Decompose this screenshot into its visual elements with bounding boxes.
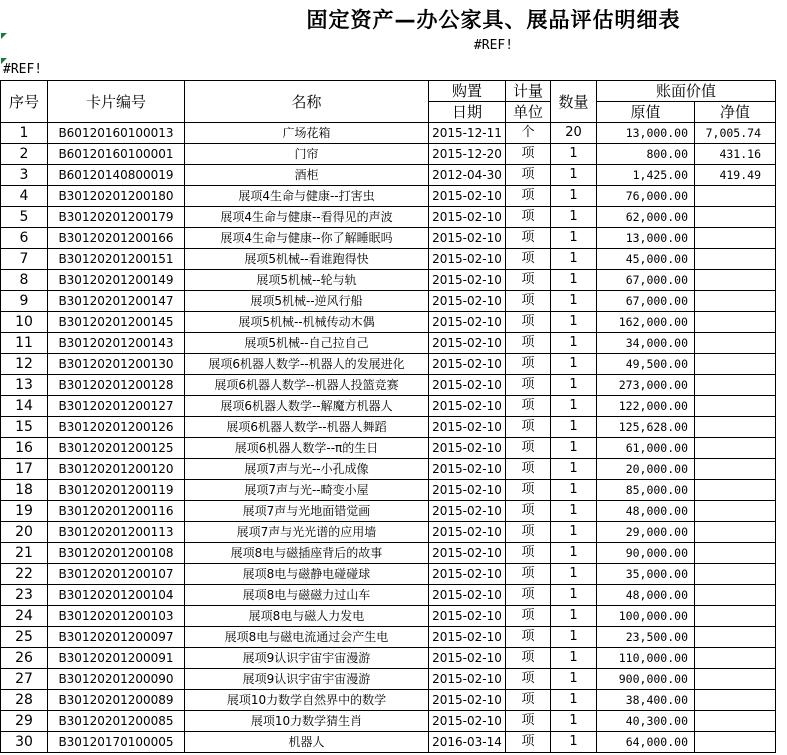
table-row (1, 711, 776, 732)
unit-cell[interactable]: 项 (506, 480, 551, 501)
net-value-cell[interactable]: 419.49 (695, 165, 776, 186)
asset-name-cell[interactable]: 展项9认识宇宙宇宙漫游 (185, 669, 429, 690)
row-seq-cell[interactable]: 21 (1, 543, 48, 564)
row-seq-cell[interactable]: 25 (1, 627, 48, 648)
unit-cell[interactable]: 项 (506, 690, 551, 711)
row-seq-cell[interactable]: 28 (1, 690, 48, 711)
original-value-cell[interactable]: 273,000.00 (597, 375, 695, 396)
purchase-date-cell[interactable]: 2015-02-10 (429, 606, 506, 627)
card-number-cell[interactable]: B30120201200127 (48, 396, 185, 417)
row-seq-cell[interactable]: 18 (1, 480, 48, 501)
table-row (1, 459, 776, 480)
table-row (1, 606, 776, 627)
quantity-cell[interactable]: 1 (551, 501, 597, 522)
header-card-number[interactable]: 卡片编号 (48, 81, 185, 123)
unit-cell[interactable]: 项 (506, 606, 551, 627)
table-row (1, 690, 776, 711)
purchase-date-cell[interactable]: 2015-02-10 (429, 480, 506, 501)
net-value-cell[interactable] (695, 543, 776, 564)
table-body (1, 123, 776, 753)
original-value-cell[interactable]: 13,000.00 (597, 123, 695, 144)
table-row (1, 270, 776, 291)
original-value-cell[interactable]: 110,000.00 (597, 648, 695, 669)
unit-cell[interactable]: 项 (506, 396, 551, 417)
card-number-cell[interactable]: B30120201200128 (48, 375, 185, 396)
unit-cell[interactable]: 项 (506, 207, 551, 228)
asset-name-cell[interactable]: 展项6机器人数学--机器人的发展进化 (185, 354, 429, 375)
row-seq-cell[interactable]: 14 (1, 396, 48, 417)
original-value-cell[interactable]: 20,000.00 (597, 459, 695, 480)
header-name[interactable]: 名称 (185, 81, 429, 123)
asset-name-cell[interactable]: 酒柜 (185, 165, 429, 186)
net-value-cell[interactable] (695, 270, 776, 291)
purchase-date-cell[interactable]: 2015-02-10 (429, 648, 506, 669)
asset-name-cell[interactable]: 展项6机器人数学--机器人投篮竞赛 (185, 375, 429, 396)
net-value-cell[interactable] (695, 459, 776, 480)
unit-cell[interactable]: 项 (506, 186, 551, 207)
table-row (1, 123, 776, 144)
unit-cell[interactable]: 项 (506, 144, 551, 165)
unit-cell[interactable]: 项 (506, 543, 551, 564)
table-row (1, 144, 776, 165)
net-value-cell[interactable] (695, 711, 776, 732)
original-value-cell[interactable]: 1,425.00 (597, 165, 695, 186)
original-value-cell[interactable]: 29,000.00 (597, 522, 695, 543)
row-seq-cell[interactable]: 23 (1, 585, 48, 606)
purchase-date-cell[interactable]: 2015-02-10 (429, 627, 506, 648)
table-row (1, 165, 776, 186)
asset-name-cell[interactable]: 展项8电与磁磁力过山车 (185, 585, 429, 606)
row-seq-cell[interactable]: 19 (1, 501, 48, 522)
asset-name-cell[interactable]: 机器人 (185, 732, 429, 753)
quantity-cell[interactable]: 1 (551, 480, 597, 501)
table-row (1, 627, 776, 648)
row-seq-cell[interactable]: 30 (1, 732, 48, 753)
quantity-cell[interactable]: 1 (551, 375, 597, 396)
unit-cell[interactable]: 项 (506, 375, 551, 396)
card-number-cell[interactable]: B30120201200149 (48, 270, 185, 291)
asset-name-cell[interactable]: 展项4生命与健康--看得见的声波 (185, 207, 429, 228)
row-seq-cell[interactable]: 6 (1, 228, 48, 249)
row-seq-cell[interactable]: 9 (1, 291, 48, 312)
unit-cell[interactable]: 项 (506, 291, 551, 312)
row-seq-cell[interactable]: 26 (1, 648, 48, 669)
asset-name-cell[interactable]: 展项6机器人数学--机器人舞蹈 (185, 417, 429, 438)
row-seq-cell[interactable]: 4 (1, 186, 48, 207)
card-number-cell[interactable]: B30120201200107 (48, 564, 185, 585)
row-seq-cell[interactable]: 16 (1, 438, 48, 459)
table-row (1, 438, 776, 459)
net-value-cell[interactable] (695, 669, 776, 690)
quantity-cell[interactable]: 1 (551, 690, 597, 711)
unit-cell[interactable]: 项 (506, 417, 551, 438)
table-row (1, 186, 776, 207)
net-value-cell[interactable] (695, 186, 776, 207)
sheet-title: 固定资产—办公家具、展品评估明细表 (306, 8, 681, 32)
purchase-date-cell[interactable]: 2015-02-10 (429, 228, 506, 249)
card-number-cell[interactable]: B30120201200151 (48, 249, 185, 270)
original-value-cell[interactable]: 62,000.00 (597, 207, 695, 228)
header-unit-top[interactable]: 计量 (506, 81, 551, 102)
row-seq-cell[interactable]: 22 (1, 564, 48, 585)
original-value-cell[interactable]: 49,500.00 (597, 354, 695, 375)
quantity-cell[interactable]: 1 (551, 669, 597, 690)
quantity-cell[interactable]: 1 (551, 459, 597, 480)
header-purchase-top[interactable]: 购置 (429, 81, 506, 102)
net-value-cell[interactable]: 431.16 (695, 144, 776, 165)
net-value-cell[interactable] (695, 480, 776, 501)
purchase-date-cell[interactable]: 2015-02-10 (429, 270, 506, 291)
quantity-cell[interactable]: 1 (551, 711, 597, 732)
row-seq-cell[interactable]: 27 (1, 669, 48, 690)
purchase-date-cell[interactable]: 2016-03-14 (429, 732, 506, 753)
quantity-cell[interactable]: 1 (551, 732, 597, 753)
quantity-cell[interactable]: 1 (551, 312, 597, 333)
purchase-date-cell[interactable]: 2015-12-20 (429, 144, 506, 165)
card-number-cell[interactable]: B30120201200147 (48, 291, 185, 312)
table-row (1, 291, 776, 312)
table-row (1, 648, 776, 669)
net-value-cell[interactable] (695, 354, 776, 375)
quantity-cell[interactable]: 1 (551, 585, 597, 606)
table-row (1, 333, 776, 354)
table-row (1, 522, 776, 543)
quantity-cell[interactable]: 1 (551, 186, 597, 207)
row-seq-cell[interactable]: 2 (1, 144, 48, 165)
asset-name-cell[interactable]: 展项5机械--看谁跑得快 (185, 249, 429, 270)
row-seq-cell[interactable]: 29 (1, 711, 48, 732)
purchase-date-cell[interactable]: 2015-02-10 (429, 291, 506, 312)
ref-error-left[interactable]: #REF! (3, 62, 43, 77)
card-number-cell[interactable]: B30120201200085 (48, 711, 185, 732)
purchase-date-cell[interactable]: 2015-02-10 (429, 690, 506, 711)
original-value-cell[interactable]: 61,000.00 (597, 438, 695, 459)
unit-cell[interactable]: 项 (506, 585, 551, 606)
unit-cell[interactable]: 项 (506, 501, 551, 522)
row-seq-cell[interactable]: 15 (1, 417, 48, 438)
purchase-date-cell[interactable]: 2015-02-10 (429, 333, 506, 354)
asset-name-cell[interactable]: 门帘 (185, 144, 429, 165)
unit-cell[interactable]: 项 (506, 165, 551, 186)
ref-error-center[interactable]: #REF! (473, 38, 514, 53)
row-seq-cell[interactable]: 8 (1, 270, 48, 291)
card-number-cell[interactable]: B30120201200104 (48, 585, 185, 606)
original-value-cell[interactable]: 76,000.00 (597, 186, 695, 207)
unit-cell[interactable]: 项 (506, 711, 551, 732)
original-value-cell[interactable]: 125,628.00 (597, 417, 695, 438)
row-seq-cell[interactable]: 10 (1, 312, 48, 333)
original-value-cell[interactable]: 800.00 (597, 144, 695, 165)
net-value-cell[interactable] (695, 564, 776, 585)
header-seq[interactable]: 序号 (1, 81, 48, 123)
net-value-cell[interactable] (695, 606, 776, 627)
table-row (1, 354, 776, 375)
net-value-cell[interactable]: 7,005.74 (695, 123, 776, 144)
purchase-date-cell[interactable]: 2015-02-10 (429, 207, 506, 228)
card-number-cell[interactable]: B30120201200126 (48, 417, 185, 438)
unit-cell[interactable]: 项 (506, 228, 551, 249)
purchase-date-cell[interactable]: 2015-02-10 (429, 186, 506, 207)
quantity-cell[interactable]: 1 (551, 522, 597, 543)
asset-name-cell[interactable]: 展项7声与光光谱的应用墙 (185, 522, 429, 543)
card-number-cell[interactable]: B30120201200116 (48, 501, 185, 522)
quantity-cell[interactable]: 1 (551, 333, 597, 354)
asset-name-cell[interactable]: 展项8电与磁插座背后的故事 (185, 543, 429, 564)
table-row (1, 312, 776, 333)
quantity-cell[interactable]: 1 (551, 144, 597, 165)
card-number-cell[interactable]: B30120201200125 (48, 438, 185, 459)
quantity-cell[interactable]: 1 (551, 627, 597, 648)
unit-cell[interactable]: 项 (506, 270, 551, 291)
asset-name-cell[interactable]: 展项7声与光--小孔成像 (185, 459, 429, 480)
original-value-cell[interactable]: 40,300.00 (597, 711, 695, 732)
table-row (1, 543, 776, 564)
purchase-date-cell[interactable]: 2015-12-11 (429, 123, 506, 144)
original-value-cell[interactable]: 45,000.00 (597, 249, 695, 270)
card-number-cell[interactable]: B30120201200179 (48, 207, 185, 228)
purchase-date-cell[interactable]: 2015-02-10 (429, 249, 506, 270)
net-value-cell[interactable] (695, 585, 776, 606)
header-original-value[interactable]: 原值 (597, 102, 695, 123)
net-value-cell[interactable] (695, 417, 776, 438)
card-number-cell[interactable]: B30120201200143 (48, 333, 185, 354)
purchase-date-cell[interactable]: 2012-04-30 (429, 165, 506, 186)
asset-name-cell[interactable]: 展项5机械--自己拉自己 (185, 333, 429, 354)
row-seq-cell[interactable]: 11 (1, 333, 48, 354)
asset-name-cell[interactable]: 展项6机器人数学--解魔方机器人 (185, 396, 429, 417)
quantity-cell[interactable]: 1 (551, 354, 597, 375)
asset-name-cell[interactable]: 展项5机械--机械传动木偶 (185, 312, 429, 333)
quantity-cell[interactable]: 1 (551, 543, 597, 564)
table-row (1, 564, 776, 585)
header-unit-bottom[interactable]: 单位 (506, 102, 551, 123)
asset-name-cell[interactable]: 展项7声与光--畸变小屋 (185, 480, 429, 501)
original-value-cell[interactable]: 90,000.00 (597, 543, 695, 564)
card-number-cell[interactable]: B30120201200097 (48, 627, 185, 648)
net-value-cell[interactable] (695, 249, 776, 270)
quantity-cell[interactable]: 1 (551, 249, 597, 270)
table-row (1, 480, 776, 501)
row-seq-cell[interactable]: 12 (1, 354, 48, 375)
purchase-date-cell[interactable]: 2015-02-10 (429, 417, 506, 438)
asset-name-cell[interactable]: 展项9认识宇宙宇宙漫游 (185, 648, 429, 669)
net-value-cell[interactable] (695, 333, 776, 354)
header-book-value[interactable]: 账面价值 (597, 81, 776, 102)
card-number-cell[interactable]: B30120201200130 (48, 354, 185, 375)
original-value-cell[interactable]: 23,500.00 (597, 627, 695, 648)
purchase-date-cell[interactable]: 2015-02-10 (429, 711, 506, 732)
card-number-cell[interactable]: B30120201200180 (48, 186, 185, 207)
original-value-cell[interactable]: 85,000.00 (597, 480, 695, 501)
original-value-cell[interactable]: 13,000.00 (597, 228, 695, 249)
asset-table (0, 80, 776, 753)
purchase-date-cell[interactable]: 2015-02-10 (429, 669, 506, 690)
table-row (1, 732, 776, 753)
net-value-cell[interactable] (695, 732, 776, 753)
original-value-cell[interactable]: 64,000.00 (597, 732, 695, 753)
quantity-cell[interactable]: 1 (551, 207, 597, 228)
net-value-cell[interactable] (695, 396, 776, 417)
net-value-cell[interactable] (695, 522, 776, 543)
original-value-cell[interactable]: 34,000.00 (597, 333, 695, 354)
original-value-cell[interactable]: 48,000.00 (597, 585, 695, 606)
purchase-date-cell[interactable]: 2015-02-10 (429, 354, 506, 375)
table-row (1, 249, 776, 270)
original-value-cell[interactable]: 67,000.00 (597, 270, 695, 291)
row-seq-cell[interactable]: 7 (1, 249, 48, 270)
table-row (1, 396, 776, 417)
card-number-cell[interactable]: B30120201200145 (48, 312, 185, 333)
unit-cell[interactable]: 项 (506, 648, 551, 669)
net-value-cell[interactable] (695, 228, 776, 249)
asset-name-cell[interactable]: 展项7声与光地面错觉画 (185, 501, 429, 522)
original-value-cell[interactable]: 162,000.00 (597, 312, 695, 333)
asset-name-cell[interactable]: 展项8电与磁电流通过会产生电 (185, 627, 429, 648)
table-row (1, 228, 776, 249)
asset-name-cell[interactable]: 广场花箱 (185, 123, 429, 144)
row-seq-cell[interactable]: 20 (1, 522, 48, 543)
card-number-cell[interactable]: B60120160100001 (48, 144, 185, 165)
purchase-date-cell[interactable]: 2015-02-10 (429, 312, 506, 333)
unit-cell[interactable]: 项 (506, 333, 551, 354)
net-value-cell[interactable] (695, 648, 776, 669)
table-row (1, 501, 776, 522)
unit-cell[interactable]: 项 (506, 249, 551, 270)
row-seq-cell[interactable]: 17 (1, 459, 48, 480)
card-number-cell[interactable]: B30120201200119 (48, 480, 185, 501)
quantity-cell[interactable]: 1 (551, 417, 597, 438)
table-row (1, 207, 776, 228)
header-purchase-bottom[interactable]: 日期 (429, 102, 506, 123)
quantity-cell[interactable]: 1 (551, 291, 597, 312)
card-number-cell[interactable]: B30120201200120 (48, 459, 185, 480)
net-value-cell[interactable] (695, 207, 776, 228)
card-number-cell[interactable]: B30120170100005 (48, 732, 185, 753)
unit-cell[interactable]: 项 (506, 354, 551, 375)
quantity-cell[interactable]: 1 (551, 648, 597, 669)
asset-name-cell[interactable]: 展项8电与磁人力发电 (185, 606, 429, 627)
quantity-cell[interactable]: 1 (551, 606, 597, 627)
unit-cell[interactable]: 项 (506, 459, 551, 480)
table-row (1, 417, 776, 438)
original-value-cell[interactable]: 38,400.00 (597, 690, 695, 711)
net-value-cell[interactable] (695, 501, 776, 522)
table-row (1, 375, 776, 396)
card-number-cell[interactable]: B30120201200089 (48, 690, 185, 711)
row-seq-cell[interactable]: 1 (1, 123, 48, 144)
card-number-cell[interactable]: B30120201200108 (48, 543, 185, 564)
purchase-date-cell[interactable]: 2015-02-10 (429, 522, 506, 543)
purchase-date-cell[interactable]: 2015-02-10 (429, 396, 506, 417)
original-value-cell[interactable]: 900,000.00 (597, 669, 695, 690)
purchase-date-cell[interactable]: 2015-02-10 (429, 375, 506, 396)
table-row (1, 585, 776, 606)
row-seq-cell[interactable]: 24 (1, 606, 48, 627)
asset-name-cell[interactable]: 展项5机械--轮与轨 (185, 270, 429, 291)
unit-cell[interactable]: 项 (506, 312, 551, 333)
original-value-cell[interactable]: 67,000.00 (597, 291, 695, 312)
unit-cell[interactable]: 项 (506, 522, 551, 543)
purchase-date-cell[interactable]: 2015-02-10 (429, 438, 506, 459)
net-value-cell[interactable] (695, 312, 776, 333)
asset-name-cell[interactable]: 展项10力数学猜生肖 (185, 711, 429, 732)
header-net-value[interactable]: 净值 (695, 102, 776, 123)
card-number-cell[interactable]: B60120160100013 (48, 123, 185, 144)
quantity-cell[interactable]: 1 (551, 438, 597, 459)
purchase-date-cell[interactable]: 2015-02-10 (429, 459, 506, 480)
original-value-cell[interactable]: 100,000.00 (597, 606, 695, 627)
quantity-cell[interactable]: 1 (551, 270, 597, 291)
card-number-cell[interactable]: B30120201200166 (48, 228, 185, 249)
net-value-cell[interactable] (695, 690, 776, 711)
original-value-cell[interactable]: 48,000.00 (597, 501, 695, 522)
asset-name-cell[interactable]: 展项4生命与健康--打害虫 (185, 186, 429, 207)
row-seq-cell[interactable]: 3 (1, 165, 48, 186)
purchase-date-cell[interactable]: 2015-02-10 (429, 543, 506, 564)
card-number-cell[interactable]: B30120201200113 (48, 522, 185, 543)
original-value-cell[interactable]: 35,000.00 (597, 564, 695, 585)
purchase-date-cell[interactable]: 2015-02-10 (429, 585, 506, 606)
unit-cell[interactable]: 个 (506, 123, 551, 144)
asset-name-cell[interactable]: 展项4生命与健康--你了解睡眠吗 (185, 228, 429, 249)
unit-cell[interactable]: 项 (506, 564, 551, 585)
card-number-cell[interactable]: B30120201200090 (48, 669, 185, 690)
asset-name-cell[interactable]: 展项8电与磁静电碰碰球 (185, 564, 429, 585)
header-quantity[interactable]: 数量 (551, 81, 597, 123)
quantity-cell[interactable]: 1 (551, 564, 597, 585)
card-number-cell[interactable]: B60120140800019 (48, 165, 185, 186)
purchase-date-cell[interactable]: 2015-02-10 (429, 501, 506, 522)
table-row (1, 669, 776, 690)
asset-name-cell[interactable]: 展项10力数学自然界中的数学 (185, 690, 429, 711)
net-value-cell[interactable] (695, 291, 776, 312)
net-value-cell[interactable] (695, 375, 776, 396)
net-value-cell[interactable] (695, 627, 776, 648)
quantity-cell[interactable]: 1 (551, 165, 597, 186)
card-number-cell[interactable]: B30120201200103 (48, 606, 185, 627)
row-seq-cell[interactable]: 13 (1, 375, 48, 396)
purchase-date-cell[interactable]: 2015-02-10 (429, 564, 506, 585)
row-seq-cell[interactable]: 5 (1, 207, 48, 228)
unit-cell[interactable]: 项 (506, 438, 551, 459)
card-number-cell[interactable]: B30120201200091 (48, 648, 185, 669)
net-value-cell[interactable] (695, 438, 776, 459)
quantity-cell[interactable]: 1 (551, 396, 597, 417)
asset-name-cell[interactable]: 展项5机械--逆风行船 (185, 291, 429, 312)
unit-cell[interactable]: 项 (506, 627, 551, 648)
unit-cell[interactable]: 项 (506, 732, 551, 753)
original-value-cell[interactable]: 122,000.00 (597, 396, 695, 417)
quantity-cell[interactable]: 1 (551, 228, 597, 249)
asset-name-cell[interactable]: 展项6机器人数学--π的生日 (185, 438, 429, 459)
unit-cell[interactable]: 项 (506, 669, 551, 690)
quantity-cell[interactable]: 20 (551, 123, 597, 144)
